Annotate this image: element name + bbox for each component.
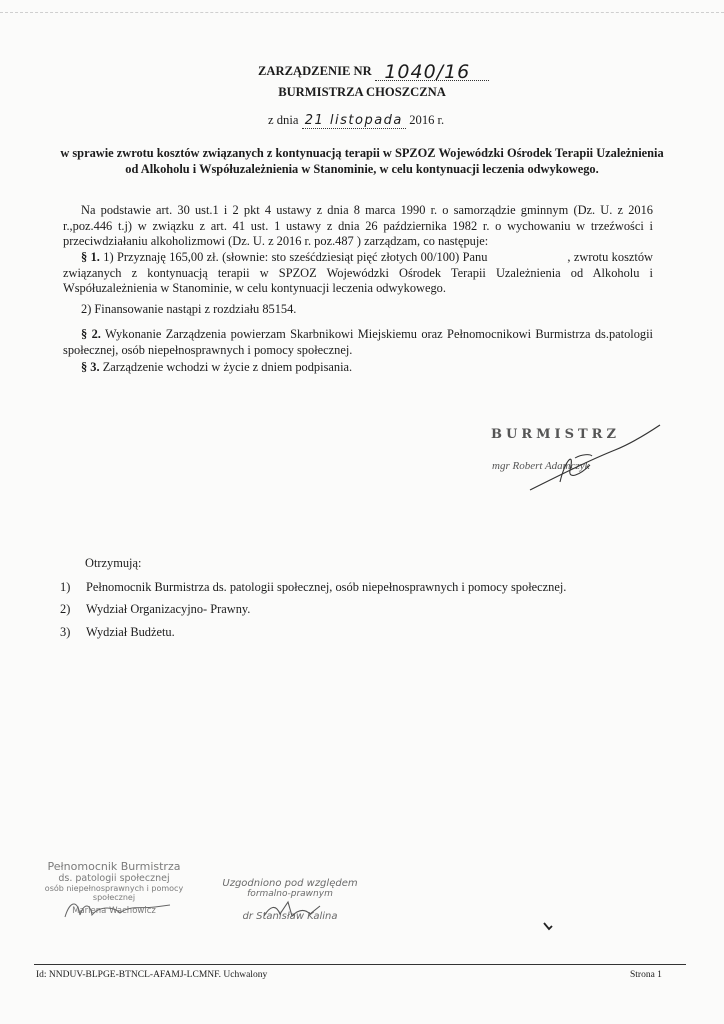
decree-subject: w sprawie zwrotu kosztów związanych z kontynuacją terapii w SPZOZ Wojewódzki Ośrodek Terapii Uzależnienia od Alkoholu i Współuzależnienia w Stanominie, w celu kontynuacji leczenia odwykowego. (60, 146, 664, 176)
receiver-text: Wydział Budżetu. (86, 625, 175, 639)
legal-stamp-name: dr Stanisław Kalina (242, 911, 338, 922)
receiver-item (60, 602, 250, 617)
decree-date (268, 113, 444, 129)
section-2-paragraph (63, 327, 653, 358)
plenipotentiary-stamp-name: Marlena Wachowicz (72, 906, 156, 916)
plenipotentiary-stamp-line3: osób niepełnosprawnych i pomocy społecznej (44, 884, 184, 902)
mayor-signature-icon (520, 420, 670, 500)
plenipotentiary-stamp-line2: ds. patologii społecznej (58, 873, 170, 884)
mayor-stamp-title: BURMISTRZ (491, 427, 620, 442)
decree-title-prefix: ZARZĄDZENIE NR (258, 64, 372, 78)
section-1-label: § 1. (81, 250, 100, 264)
plenipotentiary-stamp-line1: Pełnomocnik Burmistrza (47, 860, 181, 873)
receiver-number: 2) (60, 602, 71, 616)
legal-signature-icon (262, 898, 332, 920)
decree-title (258, 58, 489, 81)
mayor-stamp-name: mgr Robert Adamczyk (492, 460, 590, 472)
date-handwritten: 21 listopada (304, 113, 403, 128)
plenipotentiary-signature-icon (60, 895, 180, 925)
receiver-number: 3) (60, 625, 71, 639)
page-number: Strona 1 (630, 970, 662, 980)
date-year: 2016 r. (409, 113, 445, 127)
scan-top-edge (0, 12, 724, 13)
receiver-item (60, 580, 566, 595)
decree-number-field (375, 58, 489, 81)
section-3-text: Zarządzenie wchodzi w życie z dniem podpisania. (102, 360, 353, 374)
financing-paragraph: 2) Finansowanie nastąpi z rozdziału 85154. (81, 302, 297, 316)
date-prefix: z dnia (268, 113, 299, 127)
section-2-text: Wykonanie Zarządzenia powierzam Skarbnikowi Miejskiemu oraz Pełnomocnikowi Burmistrza ds.patologii społecznej, osób niepełnosprawnych i pomocy społecznej. (63, 327, 654, 357)
receiver-number: 1) (60, 580, 71, 594)
section-2-label: § 2. (81, 327, 101, 341)
decree-authority: BURMISTRZA CHOSZCZNA (278, 85, 446, 99)
receiver-item (60, 625, 175, 640)
mark-icon (542, 920, 554, 932)
receivers-heading: Otrzymują: (85, 556, 142, 570)
footer-divider (34, 964, 686, 965)
receiver-text: Pełnomocnik Burmistrza ds. patologii społecznej, osób niepełnosprawnych i pomocy społecznej. (86, 580, 567, 594)
section-3-paragraph (81, 360, 641, 376)
section-1-text-a: 1) Przyznaję 165,00 zł. (słownie: sto sześćdziesiąt pięć złotych 00/100) Panu (103, 250, 488, 264)
legal-basis-paragraph: Na podstawie art. 30 ust.1 i 2 pkt 4 ustawy z dnia 8 marca 1990 r. o samorządzie gminnym (Dz. U. z 2016 r.,poz.446 t.j) w związku z art. 41 ust. 1 ustawy z dnia 26 października 1982 r. o wychowaniu w trzeźwości i przeciwdziałaniu alkoholizmowi (Dz. U. z 2016 r. poz.487 ) zarządzam, co następuje: (63, 203, 653, 248)
section-1-text-b: , zwrotu kosztów związanych z kontynuacją terapii w SPZOZ Wojewódzki Ośrodek Terapii Uzależnienia od Alkoholu i Współuzależnienia w Stanominie, w celu kontynuacji leczenia odwykowego. (63, 250, 653, 295)
receiver-text: Wydział Organizacyjno- Prawny. (86, 602, 251, 616)
section-3-label: § 3. (81, 360, 100, 374)
section-1-paragraph (63, 250, 653, 297)
document-id: Id: NNDUV-BLPGE-BTNCL-AFAMJ-LCMNF. Uchwalony (36, 970, 268, 980)
date-field (302, 113, 406, 129)
legal-stamp-line1: Uzgodniono pod względem (222, 878, 358, 889)
legal-stamp-line2: formalno-prawnym (247, 889, 333, 899)
decree-number-handwritten: 1040/16 (384, 61, 471, 83)
